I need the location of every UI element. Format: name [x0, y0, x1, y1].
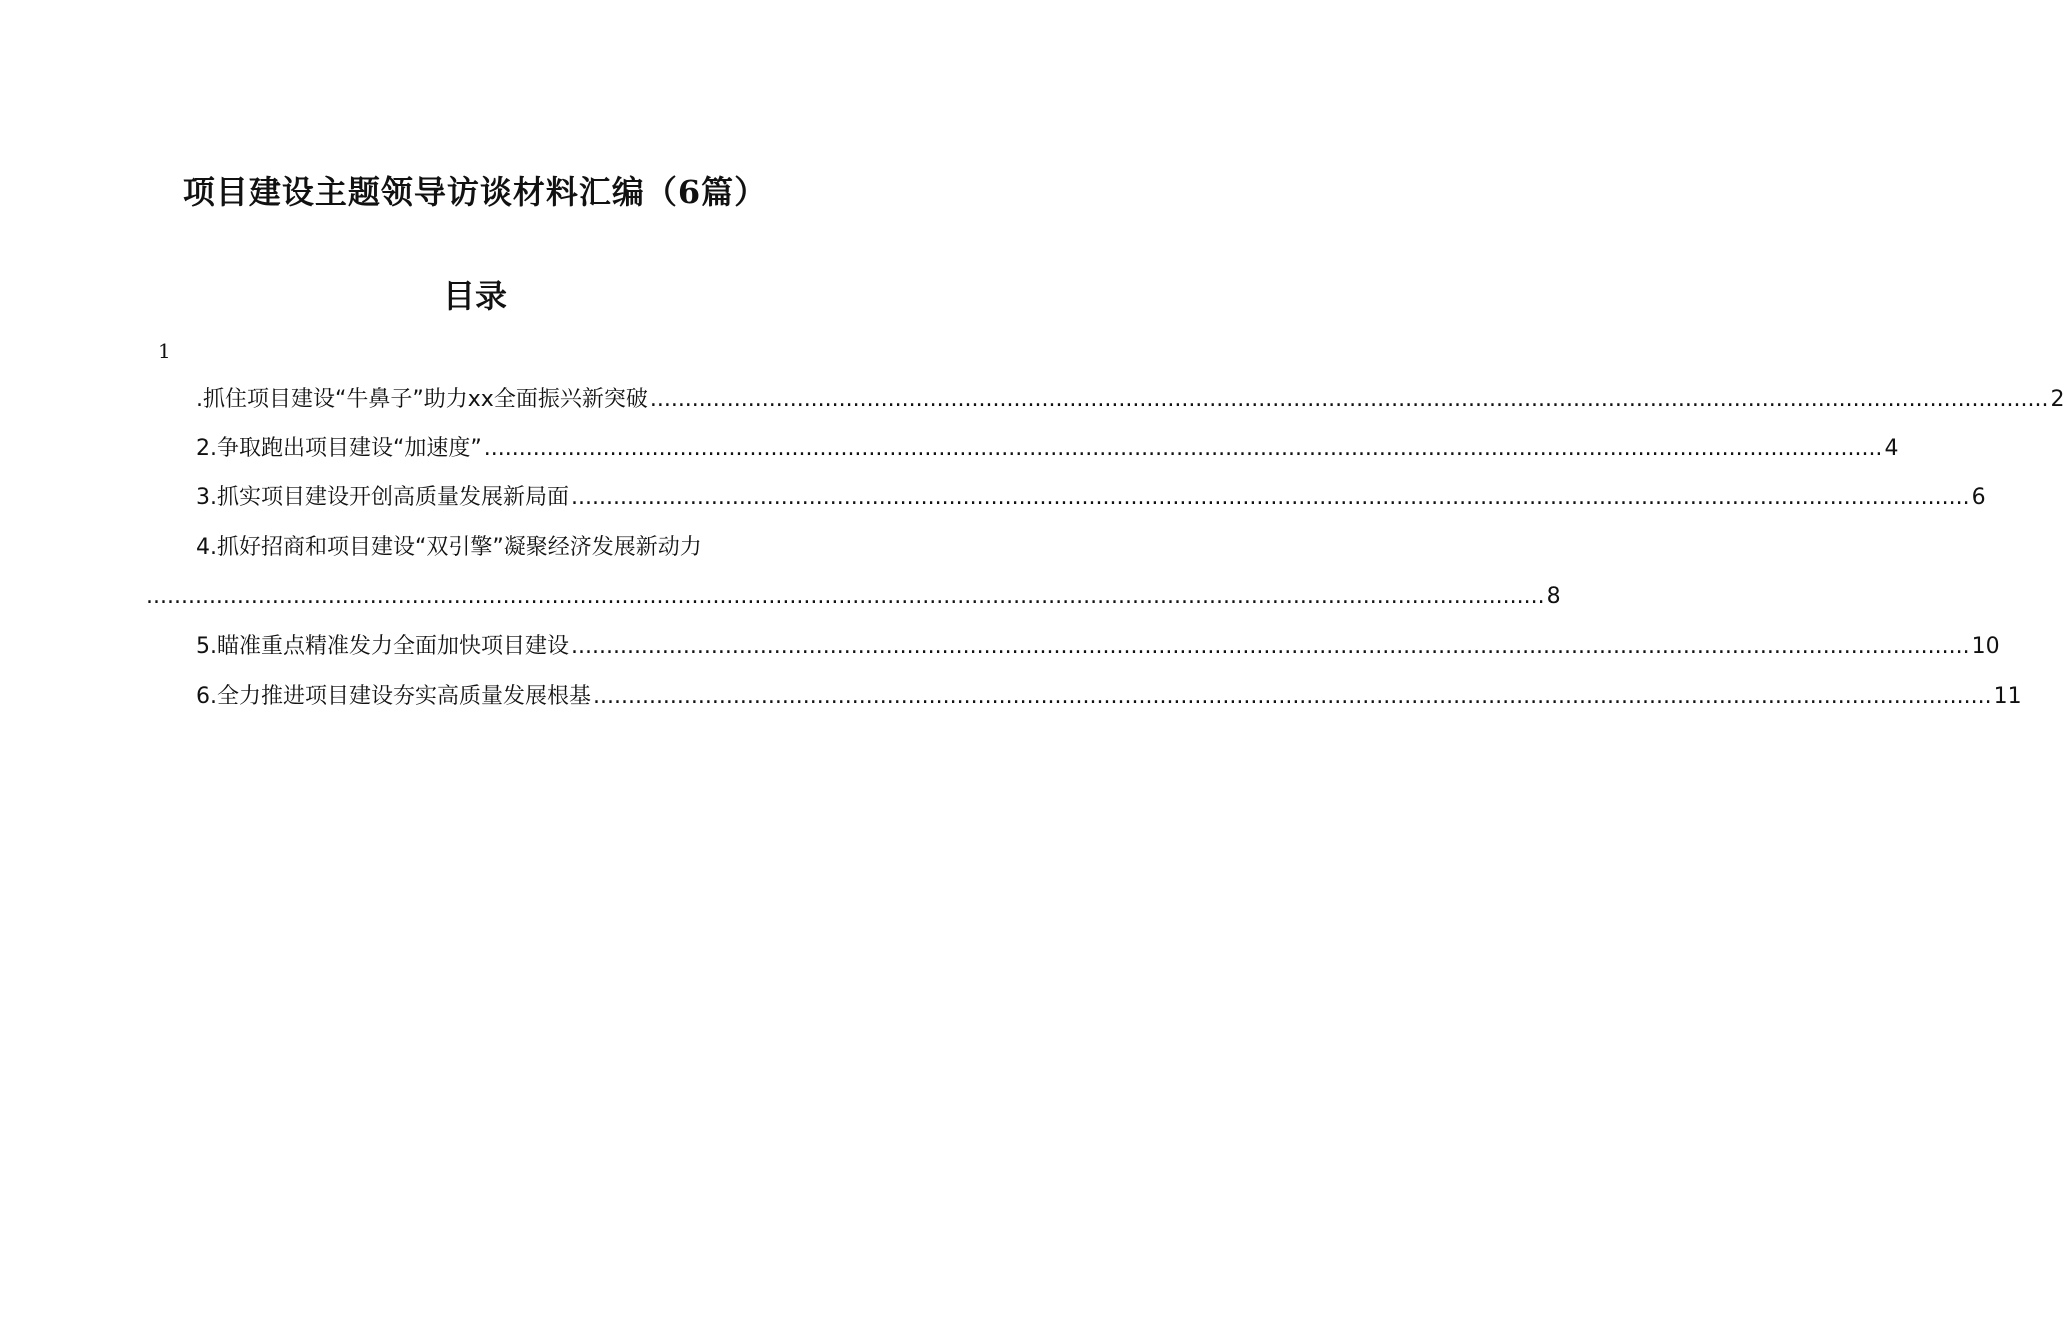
toc-entry-page: 11: [1993, 684, 2022, 709]
toc-entry-text: 3.抓实项目建设开创高质量发展新局面: [196, 485, 569, 510]
stray-page-number: 1: [158, 339, 171, 363]
toc-leader-dots: ........................................................................................................................................................................................................: [649, 387, 2049, 412]
toc-leader-dots: ........................................................................................................................................................................................................: [146, 584, 1545, 609]
toc-leader-dots: ........................................................................................................................................................................................................: [593, 684, 1992, 709]
toc-leader-dots: ........................................................................................................................................................................................................: [571, 634, 1970, 659]
toc-entry-4-continuation[interactable]: [146, 581, 1561, 613]
toc-leader-dots: ........................................................................................................................................................................................................: [483, 436, 1883, 461]
toc-entry-page: 2: [2050, 387, 2064, 412]
document-title: 项目建设主题领导访谈材料汇编（6篇）: [182, 173, 768, 211]
toc-entry-text: 4.抓好招商和项目建设“双引擎”凝聚经济发展新动力: [196, 535, 702, 560]
toc-leader-dots: ........................................................................................................................................................................................................: [571, 485, 1970, 510]
toc-entry-3[interactable]: [196, 482, 1986, 514]
toc-entry-page: 6: [1971, 485, 1986, 510]
toc-entry-text: 5.瞄准重点精准发力全面加快项目建设: [196, 634, 569, 659]
toc-heading: 目录: [442, 277, 507, 315]
toc-entry-4[interactable]: [196, 532, 806, 564]
toc-entry-page: 8: [1546, 584, 1561, 609]
toc-entry-1[interactable]: [196, 384, 2064, 416]
toc-entry-text: 2.争取跑出项目建设“加速度”: [196, 436, 482, 461]
toc-entry-2[interactable]: [196, 433, 1899, 465]
toc-entry-page: 4: [1884, 436, 1899, 461]
toc-entry-text: 6.全力推进项目建设夯实高质量发展根基: [196, 684, 591, 709]
toc-entry-5[interactable]: [196, 631, 2000, 663]
toc-entry-text: .抓住项目建设“牛鼻子”助力xx全面振兴新突破: [196, 387, 648, 412]
toc-entry-6[interactable]: [196, 681, 2022, 713]
toc-entry-page: 10: [1971, 634, 2000, 659]
